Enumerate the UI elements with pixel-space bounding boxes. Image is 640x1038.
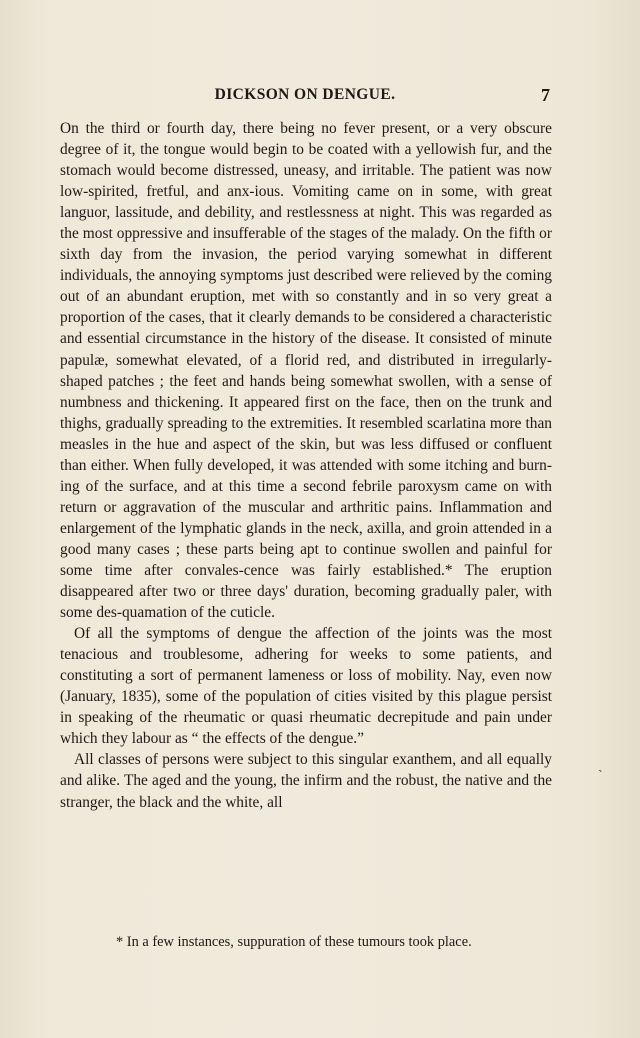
- margin-mark: ˏ: [598, 758, 603, 773]
- paragraph-classes: All classes of persons were subject to this singular exanthem, and all equally and alike. The aged and the young, the infirm and the robust, the native and the stranger, the black and the white, all: [60, 751, 552, 811]
- page-number: 7: [541, 85, 550, 105]
- paragraph-joints: Of all the symptoms of dengue the affection of the joints was the most tenacious and troublesome, adhering for weeks to some patients, and constituting a sort of permanent lameness or loss of mobility. Nay, even now (January, 1835), some of the population of cities visited by this plague persist in speaking of the rheumatic or quasi rheumatic decrepitude and pain under which they labour as “ the effects of the dengue.”: [60, 625, 552, 748]
- paragraph-symptoms: On the third or fourth day, there being no fever present, or a very obscure degree of it, the tongue would begin to be coated with a yellowish fur, and the stomach would become distressed, uneasy, and irritable. The patient was now low-spirited, fretful, and anx-ious. Vomiting came on in some, with great languor, lassitude, and debility, and restlessness at night. This was regarded as the most oppressive and insufferable of the stages of the malady. On the fifth or sixth day from the invasion, the period varying somewhat in different individuals, the annoying symptoms just described were relieved by the coming out of an abundant eruption, met with so constantly and in so very great a proportion of the cases, that it clearly demands to be considered a characteristic and essential circumstance in the history of the disease. It consisted of minute papulæ, somewhat elevated, of a florid red, and distributed in irregularly-shaped patches ; the feet and hands being somewhat swollen, with a sense of numbness and thickening. It appeared first on the face, then on the trunk and thighs, gradually spreading to the extremities. It resembled scarlatina more than measles in the hue and aspect of the skin, but was less diffused or confluent than either. When fully developed, it was attended with some itching and burn-ing of the surface, and at this time a second febrile paroxysm came on with return or aggravation of the muscular and arthritic pains. Inflammation and enlargement of the lymphatic glands in the neck, axilla, and groin attended in a good many cases ; these parts being apt to continue swollen and painful for some time after convales-cence was fairly established.* The eruption disappeared after two or three days' duration, becoming gradually paler, with some des-quamation of the cuticle.: [60, 120, 552, 622]
- footnote: * In a few instances, suppuration of these tumours took place.: [116, 934, 472, 950]
- body-text: [60, 118, 552, 813]
- page-header: [60, 86, 550, 108]
- running-title: DICKSON ON DENGUE.: [214, 86, 396, 103]
